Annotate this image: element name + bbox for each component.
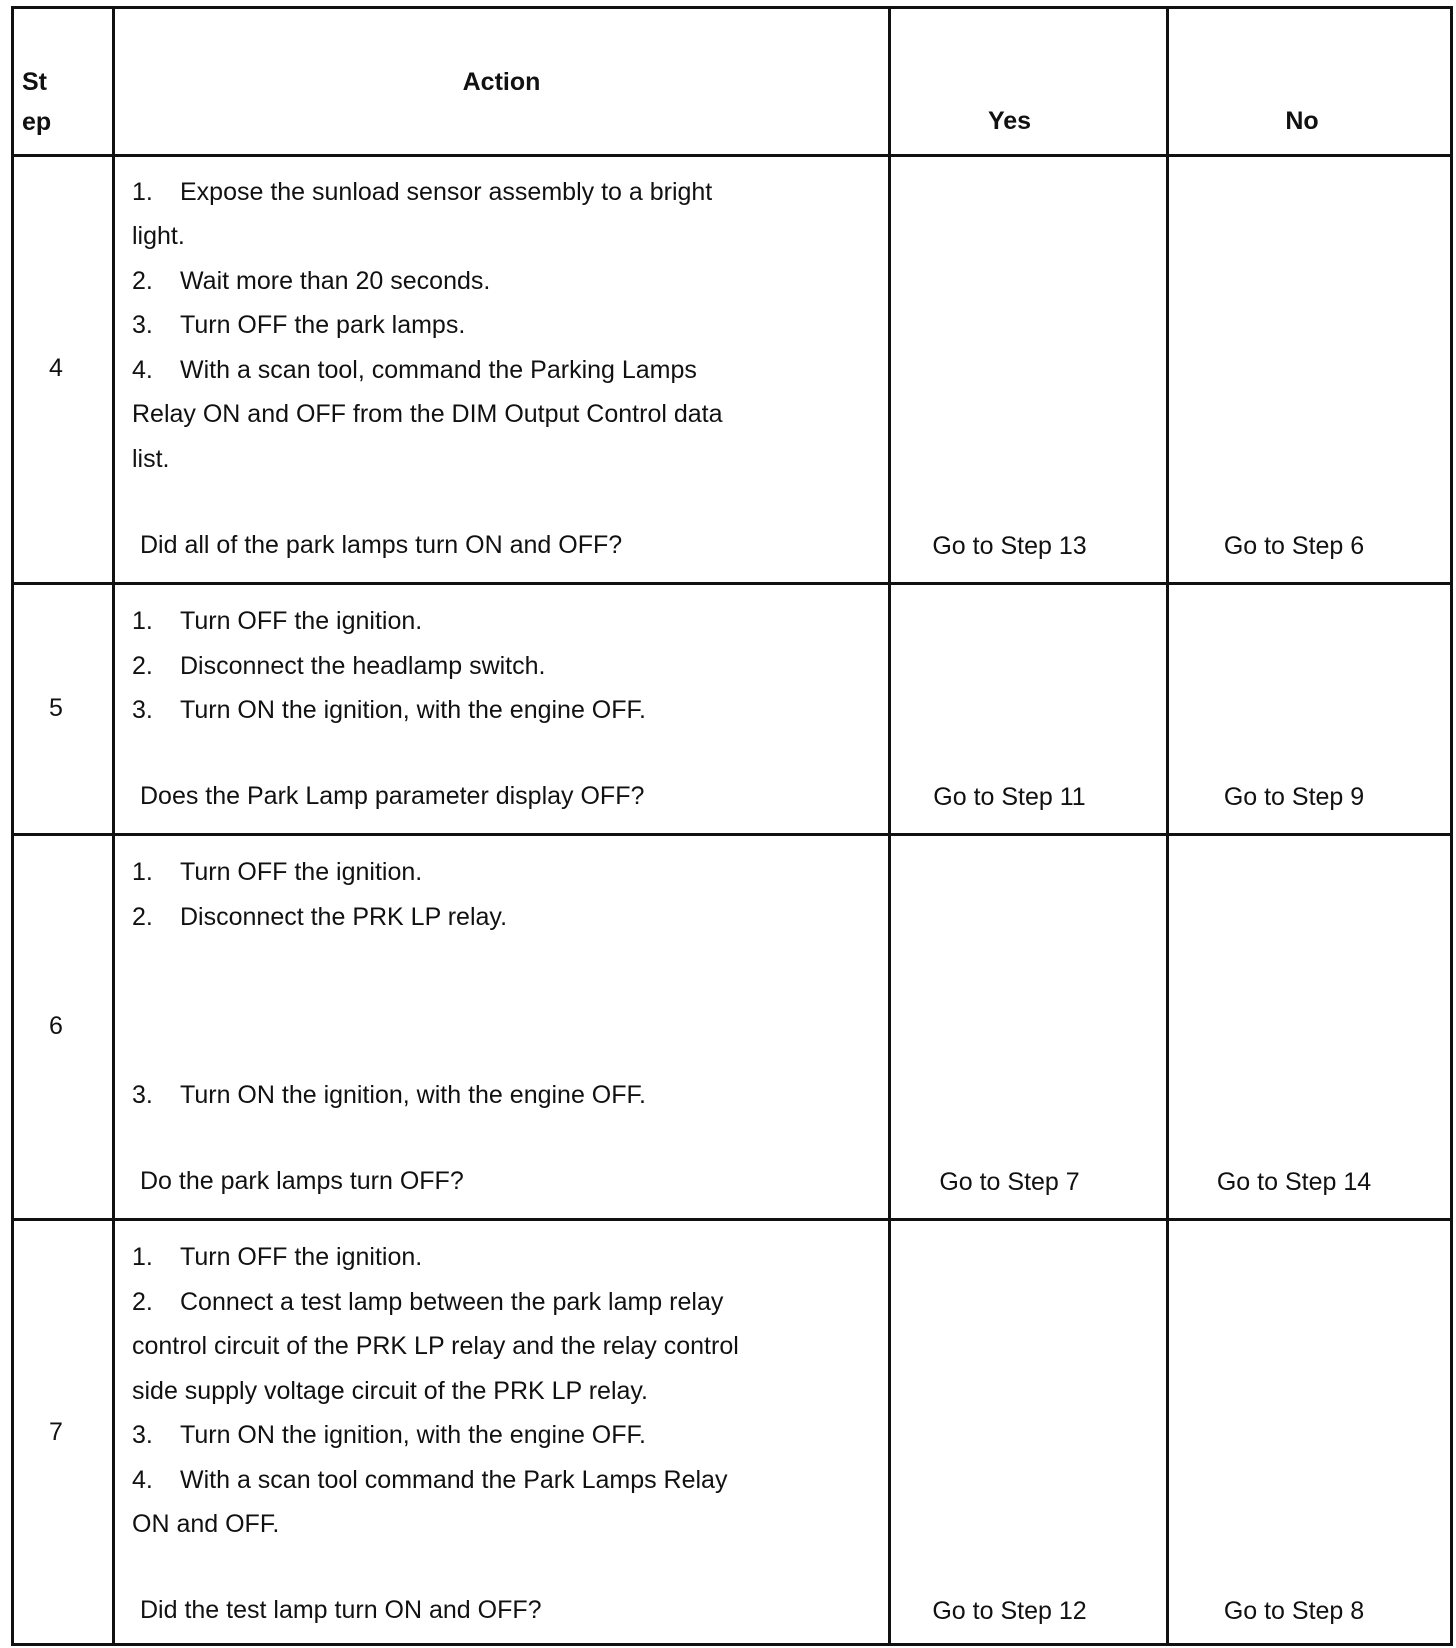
action-line: 3. Turn ON the ignition, with the engine OFF. — [132, 1421, 646, 1449]
header-action: Action — [462, 68, 541, 96]
action-line: 3. Turn ON the ignition, with the engine OFF. — [132, 696, 646, 724]
yes-result: Go to Step 11 — [933, 783, 1086, 811]
step-number: 5 — [49, 694, 63, 722]
action-line: 1. Turn OFF the ignition. — [132, 1243, 423, 1271]
action-line: list. — [132, 445, 170, 473]
no-result: Go to Step 9 — [1223, 783, 1365, 811]
col-divider-step-action — [112, 7, 115, 1643]
table-border-top — [11, 6, 1453, 9]
step-number: 6 — [49, 1012, 63, 1040]
action-line: 1. Turn OFF the ignition. — [132, 858, 423, 886]
action-line: 3. Turn OFF the park lamps. — [132, 311, 466, 339]
step-number: 4 — [49, 354, 63, 382]
header-step-line1: St — [22, 68, 47, 96]
action-question: Did the test lamp turn ON and OFF? — [140, 1596, 542, 1624]
no-result: Go to Step 14 — [1216, 1168, 1372, 1196]
action-line: 4. With a scan tool, command the Parking Lamps — [132, 356, 697, 384]
action-line: 2. Wait more than 20 seconds. — [132, 267, 491, 295]
action-line: control circuit of the PRK LP relay and the relay control — [132, 1332, 739, 1360]
action-line: 1. Turn OFF the ignition. — [132, 607, 423, 635]
header-yes: Yes — [987, 107, 1032, 135]
action-line: 2. Disconnect the PRK LP relay. — [132, 903, 508, 931]
action-question: Do the park lamps turn OFF? — [140, 1167, 464, 1195]
table-border-right — [1450, 7, 1453, 1643]
action-line: 2. Disconnect the headlamp switch. — [132, 652, 546, 680]
header-step — [22, 62, 62, 142]
no-result: Go to Step 6 — [1223, 532, 1365, 560]
action-line: side supply voltage circuit of the PRK LP relay. — [132, 1377, 649, 1405]
action-question: Does the Park Lamp parameter display OFF? — [140, 782, 645, 810]
action-line: ON and OFF. — [132, 1510, 280, 1538]
header-no: No — [1285, 107, 1319, 135]
header-step-line2: ep — [22, 108, 52, 136]
action-line: light. — [132, 222, 185, 250]
action-line: 4. With a scan tool command the Park Lamps Relay — [132, 1466, 728, 1494]
action-line: Relay ON and OFF from the DIM Output Control data — [132, 400, 723, 428]
col-divider-yes-no — [1166, 7, 1169, 1643]
row-divider-5-6 — [11, 833, 1453, 836]
row-divider-4-5 — [11, 582, 1453, 585]
action-line: 1. Expose the sunload sensor assembly to a bright — [132, 178, 713, 206]
step-number: 7 — [49, 1418, 63, 1446]
yes-result: Go to Step 7 — [939, 1168, 1080, 1196]
row-divider-6-7 — [11, 1218, 1453, 1221]
action-line: 3. Turn ON the ignition, with the engine OFF. — [132, 1081, 646, 1109]
action-question: Did all of the park lamps turn ON and OFF? — [140, 531, 623, 559]
table-border-left — [11, 7, 14, 1643]
no-result: Go to Step 8 — [1223, 1597, 1365, 1625]
header-divider — [11, 154, 1453, 157]
col-divider-action-yes — [888, 7, 891, 1643]
table-border-bottom — [11, 1643, 1453, 1646]
action-line: 2. Connect a test lamp between the park lamp relay — [132, 1288, 724, 1316]
yes-result: Go to Step 12 — [932, 1597, 1087, 1625]
yes-result: Go to Step 13 — [932, 532, 1087, 560]
